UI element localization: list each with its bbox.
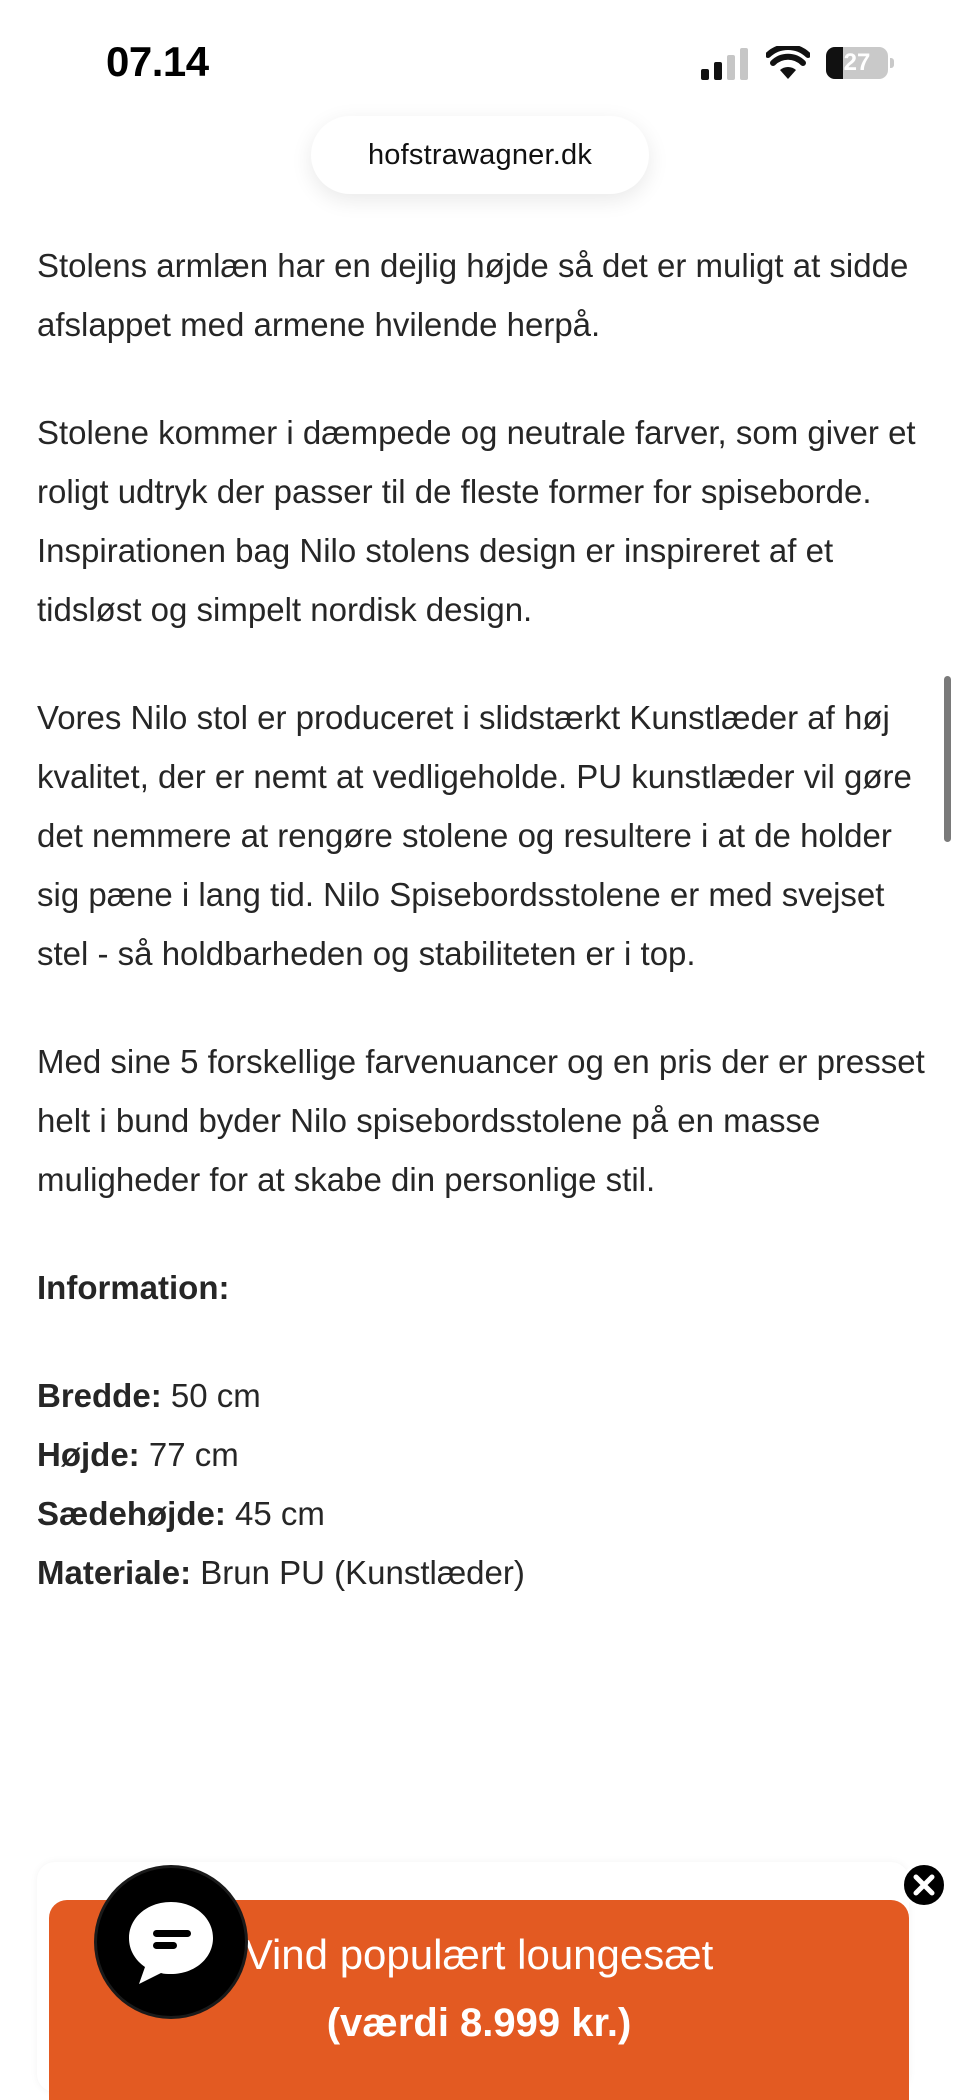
spec-label: Højde:: [37, 1436, 140, 1473]
chat-bubble-icon: [97, 1868, 245, 2016]
spec-label: Sædehøjde:: [37, 1495, 226, 1532]
status-time: 07.14: [106, 38, 209, 85]
product-description: [37, 236, 927, 1602]
spec-value: 77 cm: [139, 1436, 239, 1473]
chat-button[interactable]: [97, 1868, 245, 2016]
status-bar: [0, 0, 960, 110]
paragraph-colors: Stolene kommer i dæmpede og neutrale farver, som giver et roligt udtryk der passer til de fleste former for spiseborde. Inspirationen bag Nilo stolens design er inspireret af et tidsløst og simpelt nordisk design.: [37, 414, 916, 628]
wifi-icon: [766, 46, 810, 80]
url-text: hofstrawagner.dk: [367, 138, 593, 171]
spec-height: [37, 1425, 927, 1484]
spec-value: 45 cm: [225, 1495, 325, 1532]
promo-title: Vind populært loungesæt: [244, 1931, 714, 1978]
spec-material: [37, 1543, 927, 1602]
battery-level: 27: [843, 49, 871, 76]
close-icon: [904, 1865, 944, 1905]
promo-close-button[interactable]: [901, 1862, 947, 1908]
battery-icon: [826, 47, 894, 79]
paragraph-armrest: Stolens armlæn har en dejlig højde så det er muligt at sidde afslappet med armene hvilende herpå.: [37, 247, 909, 343]
scrollbar[interactable]: [944, 676, 951, 842]
spec-seat-height: [37, 1484, 927, 1543]
url-bar[interactable]: [311, 116, 649, 194]
spec-width: [37, 1366, 927, 1425]
cellular-signal-icon: [700, 48, 750, 80]
promo-value: (værdi 8.999 kr.): [326, 2001, 632, 2045]
paragraph-material: Vores Nilo stol er produceret i slidstærkt Kunstlæder af høj kvalitet, der er nemt at vedligeholde. PU kunstlæder vil gøre det nemmere at rengøre stolene og resultere i at de holder sig pæne i lang tid. Nilo Spisebordsstolene er med svejset stel - så holdbarheden og stabiliteten er i top.: [37, 699, 912, 972]
spec-value: Brun PU (Kunstlæder): [191, 1554, 525, 1591]
spec-value: 50 cm: [161, 1377, 261, 1414]
information-heading: Information:: [37, 1269, 230, 1306]
spec-label: Materiale:: [37, 1554, 192, 1591]
spec-label: Bredde:: [37, 1377, 162, 1414]
spec-list: [37, 1366, 927, 1602]
paragraph-price: Med sine 5 forskellige farvenuancer og en pris der er presset helt i bund byder Nilo spisebordsstolene på en masse muligheder for at skabe din personlige stil.: [37, 1043, 925, 1198]
